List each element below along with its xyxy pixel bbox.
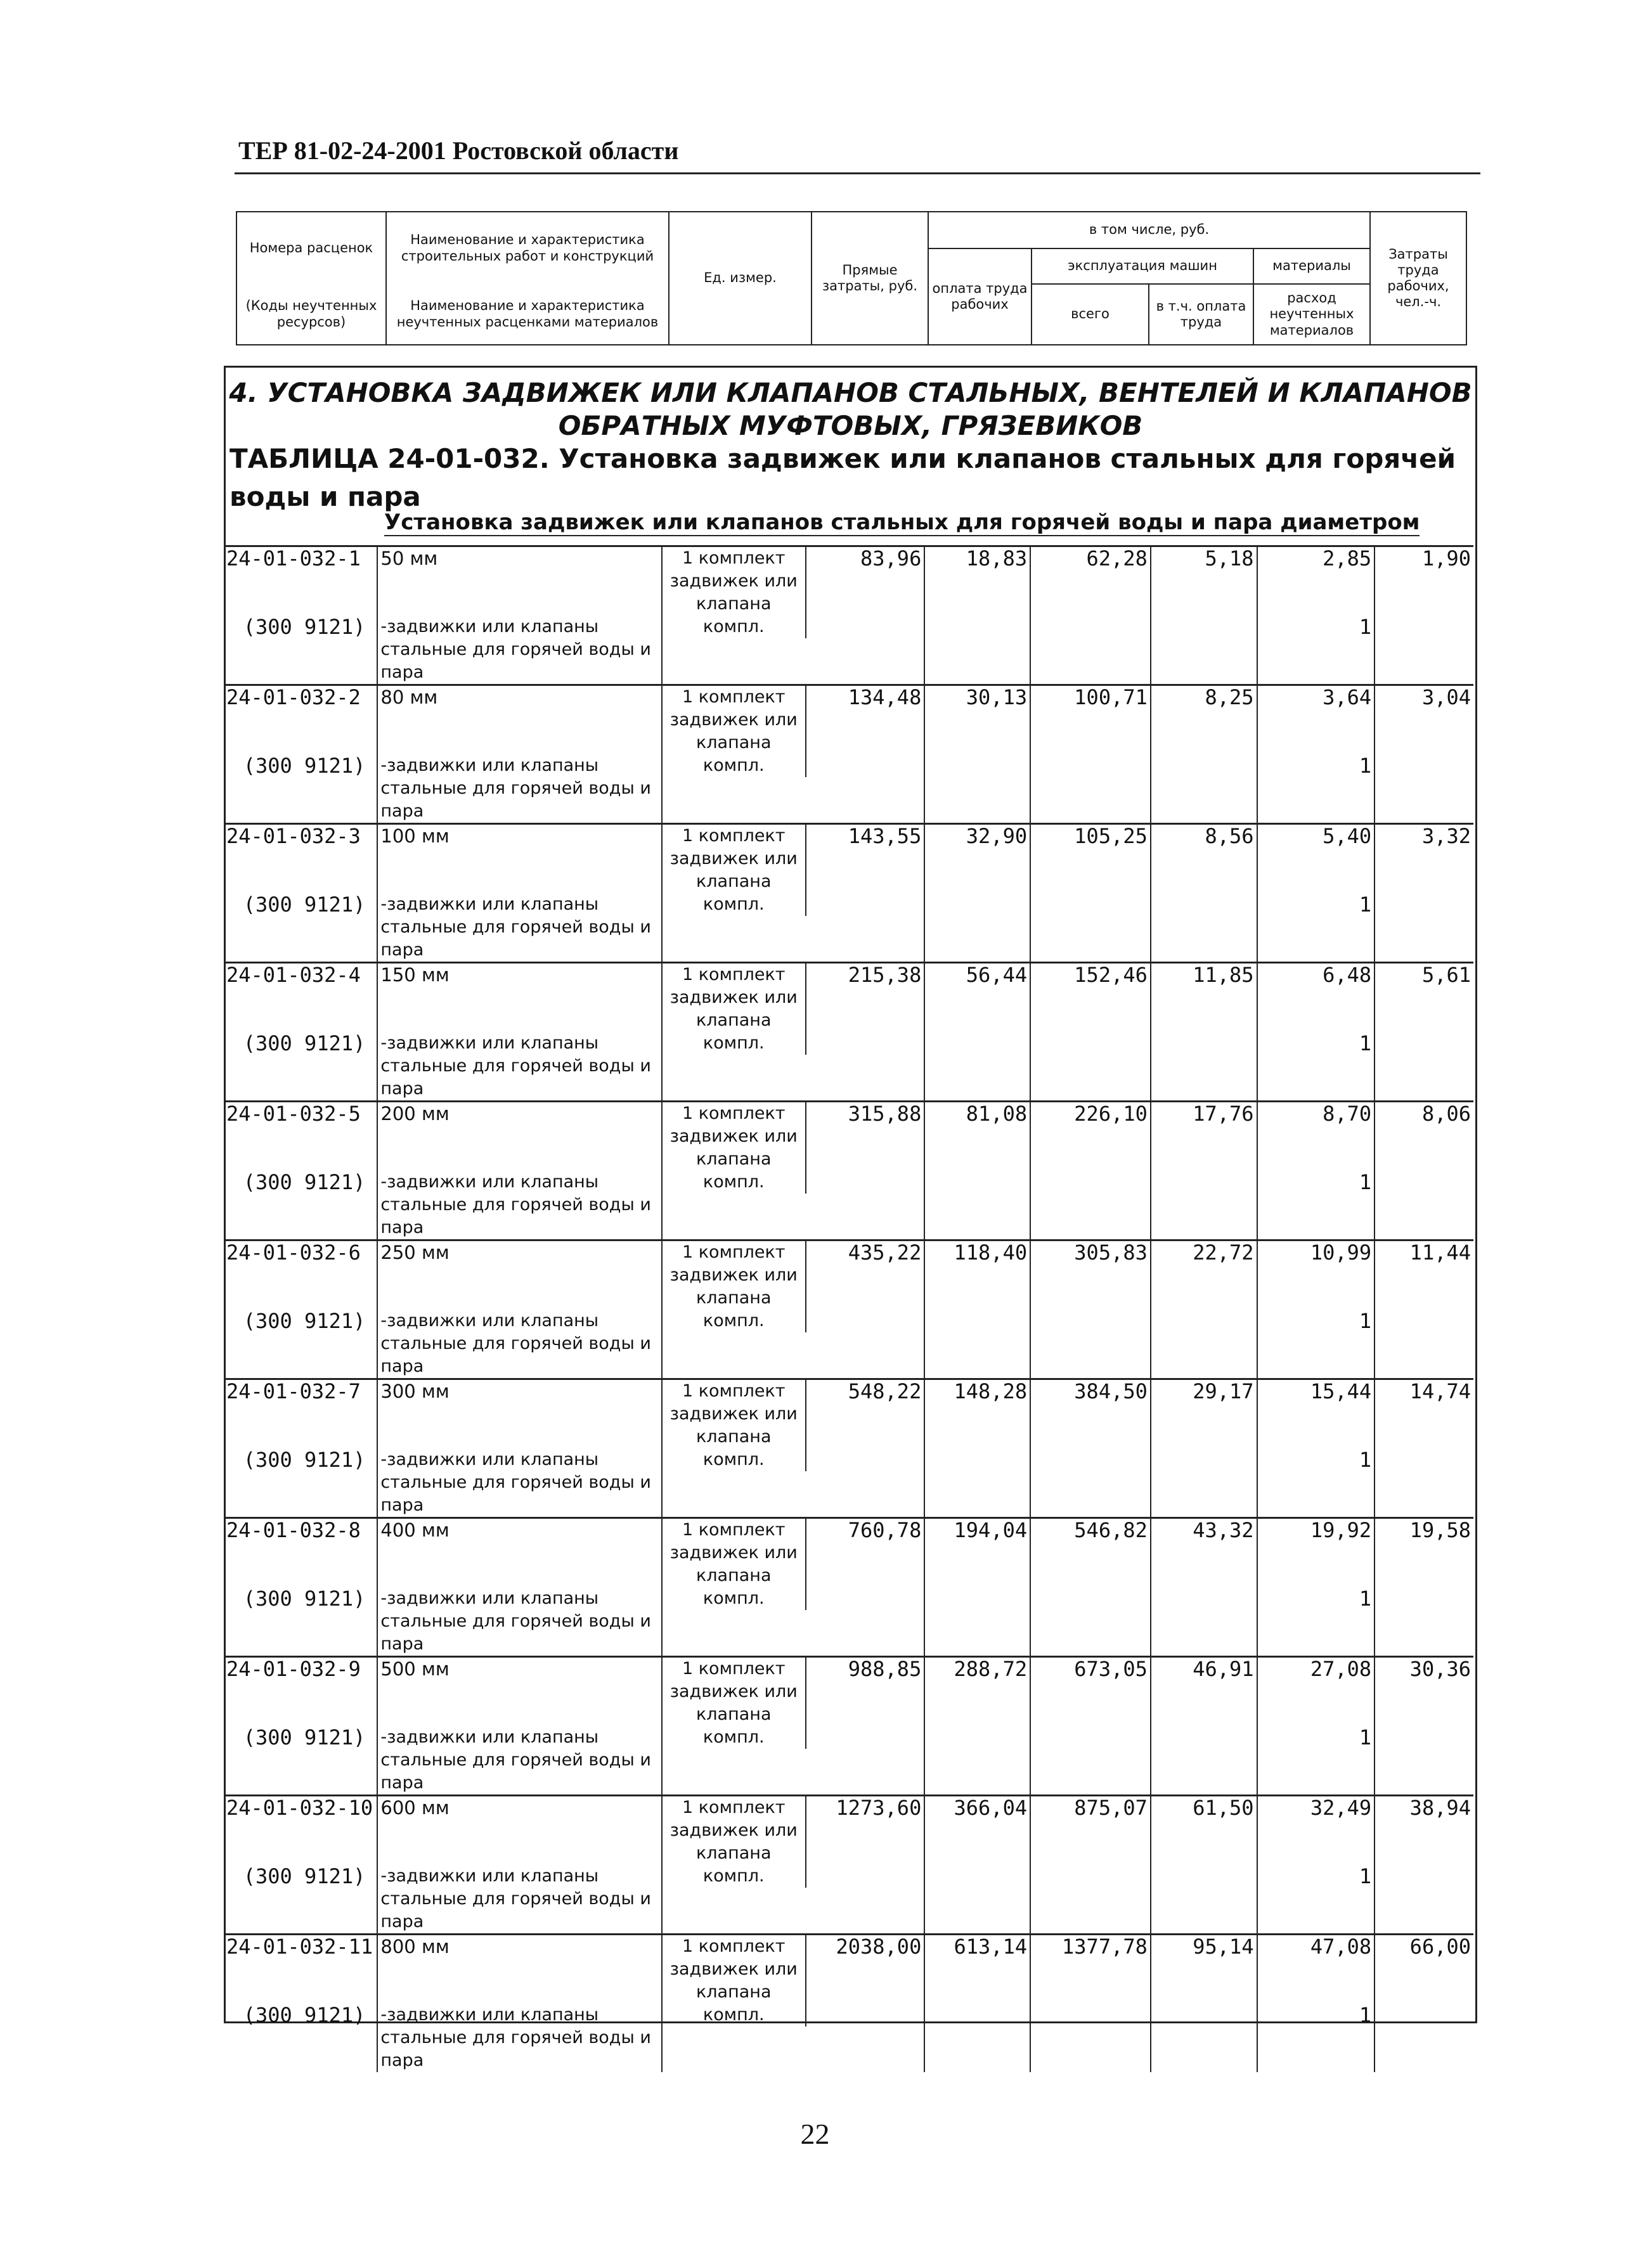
resource-quantity: 1 bbox=[1257, 754, 1375, 777]
labor-pay: 30,13 bbox=[924, 685, 1030, 721]
header-work-name: Наименование и характеристика строительных работ и конструкций bbox=[386, 212, 669, 284]
rates-table-frame bbox=[224, 366, 1477, 2070]
machines-labor: 22,72 bbox=[1151, 1240, 1257, 1276]
rate-unit: 1 комплект задвижек или клапана bbox=[662, 824, 806, 894]
labor-costs: 5,61 bbox=[1375, 963, 1473, 998]
rate-row bbox=[224, 1657, 1473, 1692]
rate-code: 24-01-032-4 bbox=[224, 963, 377, 998]
direct-costs: 435,22 bbox=[806, 1240, 925, 1276]
labor-pay: 613,14 bbox=[924, 1935, 1030, 1970]
materials-cost: 27,08 bbox=[1257, 1657, 1375, 1692]
resource-row bbox=[224, 1587, 1473, 1610]
machines-labor: 43,32 bbox=[1151, 1518, 1257, 1554]
machines-total: 105,25 bbox=[1030, 824, 1151, 860]
resource-quantity: 1 bbox=[1257, 1171, 1375, 1194]
rate-unit: 1 комплект задвижек или клапана bbox=[662, 963, 806, 1033]
rate-row bbox=[224, 1102, 1473, 1137]
labor-pay: 148,28 bbox=[924, 1379, 1030, 1415]
labor-pay: 32,90 bbox=[924, 824, 1030, 860]
machines-labor: 46,91 bbox=[1151, 1657, 1257, 1692]
resource-unit: компл. bbox=[662, 615, 806, 685]
labor-pay: 288,72 bbox=[924, 1657, 1030, 1692]
rate-unit: 1 комплект задвижек или клапана bbox=[662, 1518, 806, 1588]
resource-name: -задвижки или клапаны стальные для горячей воды и пара bbox=[377, 1032, 662, 1102]
labor-costs: 38,94 bbox=[1375, 1796, 1473, 1831]
resource-quantity: 1 bbox=[1257, 1726, 1375, 1749]
labor-costs: 14,74 bbox=[1375, 1379, 1473, 1415]
resource-row bbox=[224, 2004, 1473, 2026]
resource-code: (300 9121) bbox=[243, 2003, 366, 2027]
header-including: в том числе, руб. bbox=[928, 212, 1370, 248]
rate-name: 300 мм bbox=[377, 1379, 662, 1415]
rate-code: 24-01-032-3 bbox=[224, 824, 377, 860]
resource-unit: компл. bbox=[662, 1865, 806, 1935]
page-number: 22 bbox=[800, 2118, 830, 2150]
rate-code: 24-01-032-6 bbox=[224, 1240, 377, 1276]
rate-code: 24-01-032-1 bbox=[224, 546, 377, 582]
resource-unit: компл. bbox=[662, 1032, 806, 1102]
resource-code: (300 9121) bbox=[243, 1309, 366, 1333]
resource-row bbox=[224, 1726, 1473, 1749]
rate-unit: 1 комплект задвижек или клапана bbox=[662, 1935, 806, 2004]
resource-code: (300 9121) bbox=[243, 1587, 366, 1611]
resource-unit: компл. bbox=[662, 1726, 806, 1796]
document-title: ТЕР 81-02-24-2001 Ростовской области bbox=[238, 136, 679, 165]
rate-row bbox=[224, 546, 1473, 582]
rate-name: 500 мм bbox=[377, 1657, 662, 1692]
machines-total: 673,05 bbox=[1030, 1657, 1151, 1692]
header-materials-consumption: расход неучтенных материалов bbox=[1253, 284, 1370, 345]
machines-labor: 8,25 bbox=[1151, 685, 1257, 721]
resource-code: (300 9121) bbox=[243, 754, 366, 778]
rate-code: 24-01-032-11 bbox=[224, 1935, 377, 1970]
resource-name: -задвижки или клапаны стальные для горячей воды и пара bbox=[377, 1448, 662, 1518]
rate-name: 800 мм bbox=[377, 1935, 662, 1970]
rate-row bbox=[224, 824, 1473, 860]
labor-costs: 66,00 bbox=[1375, 1935, 1473, 1970]
rate-name: 400 мм bbox=[377, 1518, 662, 1554]
resource-name: -задвижки или клапаны стальные для горячей воды и пара bbox=[377, 893, 662, 963]
materials-cost: 19,92 bbox=[1257, 1518, 1375, 1554]
resource-name: -задвижки или клапаны стальные для горячей воды и пара bbox=[377, 1865, 662, 1935]
materials-cost: 32,49 bbox=[1257, 1796, 1375, 1831]
resource-name: -задвижки или клапаны стальные для горячей воды и пара bbox=[377, 754, 662, 824]
labor-costs: 19,58 bbox=[1375, 1518, 1473, 1554]
table-subheader: Установка задвижек или клапанов стальных для горячей воды и пара диаметром bbox=[384, 510, 1420, 535]
section-title: 4. УСТАНОВКА ЗАДВИЖЕК ИЛИ КЛАПАНОВ СТАЛЬНЫХ, ВЕНТЕЛЕЙ И КЛАПАНОВ ОБРАТНЫХ МУФТОВЫХ, ГРЯЗЕВИКОВ bbox=[229, 377, 1472, 441]
resource-row bbox=[224, 1865, 1473, 1888]
resource-unit: компл. bbox=[662, 2004, 806, 2072]
resource-row bbox=[224, 615, 1473, 638]
resource-row bbox=[224, 1310, 1473, 1332]
machines-total: 875,07 bbox=[1030, 1796, 1151, 1831]
machines-labor: 29,17 bbox=[1151, 1379, 1257, 1415]
resource-unit: компл. bbox=[662, 893, 806, 963]
materials-cost: 47,08 bbox=[1257, 1935, 1375, 1970]
machines-labor: 95,14 bbox=[1151, 1935, 1257, 1970]
rate-unit: 1 комплект задвижек или клапана bbox=[662, 1379, 806, 1449]
labor-pay: 81,08 bbox=[924, 1102, 1030, 1137]
labor-costs: 3,04 bbox=[1375, 685, 1473, 721]
machines-labor: 5,18 bbox=[1151, 546, 1257, 582]
machines-labor: 8,56 bbox=[1151, 824, 1257, 860]
resource-quantity: 1 bbox=[1257, 1032, 1375, 1055]
labor-pay: 56,44 bbox=[924, 963, 1030, 998]
resource-unit: компл. bbox=[662, 1171, 806, 1240]
rate-row bbox=[224, 1518, 1473, 1554]
resource-quantity: 1 bbox=[1257, 615, 1375, 638]
resource-name: -задвижки или клапаны стальные для горячей воды и пара bbox=[377, 1310, 662, 1379]
machines-total: 226,10 bbox=[1030, 1102, 1151, 1137]
labor-costs: 30,36 bbox=[1375, 1657, 1473, 1692]
header-resource-codes: (Коды неучтенных ресурсов) bbox=[236, 284, 386, 345]
header-labor-pay: оплата труда рабочих bbox=[928, 248, 1032, 345]
resource-name: -задвижки или клапаны стальные для горячей воды и пара bbox=[377, 1587, 662, 1657]
direct-costs: 143,55 bbox=[806, 824, 925, 860]
header-rate-numbers: Номера расценок bbox=[236, 212, 386, 284]
resource-name: -задвижки или клапаны стальные для горячей воды и пара bbox=[377, 1726, 662, 1796]
machines-labor: 17,76 bbox=[1151, 1102, 1257, 1137]
labor-costs: 8,06 bbox=[1375, 1102, 1473, 1137]
rate-unit: 1 комплект задвижек или клапана bbox=[662, 1240, 806, 1310]
labor-costs: 11,44 bbox=[1375, 1240, 1473, 1276]
rate-code: 24-01-032-9 bbox=[224, 1657, 377, 1692]
resource-code: (300 9121) bbox=[243, 615, 366, 639]
labor-costs: 1,90 bbox=[1375, 546, 1473, 582]
resource-name: -задвижки или клапаны стальные для горячей воды и пара bbox=[377, 1171, 662, 1240]
header-machines-total: всего bbox=[1032, 284, 1149, 345]
direct-costs: 760,78 bbox=[806, 1518, 925, 1554]
direct-costs: 315,88 bbox=[806, 1102, 925, 1137]
column-header-table bbox=[236, 211, 1467, 345]
rate-code: 24-01-032-2 bbox=[224, 685, 377, 721]
materials-cost: 3,64 bbox=[1257, 685, 1375, 721]
labor-pay: 118,40 bbox=[924, 1240, 1030, 1276]
resource-code: (300 9121) bbox=[243, 1031, 366, 1055]
rate-name: 80 мм bbox=[377, 685, 662, 721]
rate-name: 200 мм bbox=[377, 1102, 662, 1137]
resource-row bbox=[224, 754, 1473, 777]
rate-name: 250 мм bbox=[377, 1240, 662, 1276]
resource-row bbox=[224, 1171, 1473, 1194]
direct-costs: 134,48 bbox=[806, 685, 925, 721]
labor-costs: 3,32 bbox=[1375, 824, 1473, 860]
resource-quantity: 1 bbox=[1257, 1310, 1375, 1332]
direct-costs: 2038,00 bbox=[806, 1935, 925, 1970]
materials-cost: 10,99 bbox=[1257, 1240, 1375, 1276]
machines-labor: 11,85 bbox=[1151, 963, 1257, 998]
rate-code: 24-01-032-8 bbox=[224, 1518, 377, 1554]
header-labor-costs: Затраты труда рабочих, чел.-ч. bbox=[1370, 212, 1466, 345]
labor-pay: 18,83 bbox=[924, 546, 1030, 582]
direct-costs: 83,96 bbox=[806, 546, 925, 582]
resource-unit: компл. bbox=[662, 754, 806, 824]
rate-code: 24-01-032-7 bbox=[224, 1379, 377, 1415]
direct-costs: 988,85 bbox=[806, 1657, 925, 1692]
machines-total: 62,28 bbox=[1030, 546, 1151, 582]
rate-code: 24-01-032-5 bbox=[224, 1102, 377, 1137]
rate-name: 50 мм bbox=[377, 546, 662, 582]
resource-unit: компл. bbox=[662, 1310, 806, 1379]
resource-code: (300 9121) bbox=[243, 1725, 366, 1749]
rate-row bbox=[224, 963, 1473, 998]
resource-name: -задвижки или клапаны стальные для горячей воды и пара bbox=[377, 2004, 662, 2072]
machines-total: 384,50 bbox=[1030, 1379, 1151, 1415]
table-title: ТАБЛИЦА 24-01-032. Установка задвижек или клапанов стальных для горячей воды и пара bbox=[230, 443, 1456, 512]
rate-row bbox=[224, 1240, 1473, 1276]
resource-unit: компл. bbox=[662, 1448, 806, 1518]
resource-quantity: 1 bbox=[1257, 893, 1375, 916]
header-machines-labor: в т.ч. оплата труда bbox=[1149, 284, 1253, 345]
resource-code: (300 9121) bbox=[243, 892, 366, 917]
rates-grid bbox=[224, 545, 1473, 2072]
rate-row bbox=[224, 1379, 1473, 1415]
rate-unit: 1 комплект задвижек или клапана bbox=[662, 685, 806, 755]
header-material-name: Наименование и характеристика неучтенных расценками материалов bbox=[386, 284, 669, 345]
resource-name: -задвижки или клапаны стальные для горячей воды и пара bbox=[377, 615, 662, 685]
rate-name: 100 мм bbox=[377, 824, 662, 860]
resource-quantity: 1 bbox=[1257, 1865, 1375, 1888]
labor-pay: 194,04 bbox=[924, 1518, 1030, 1554]
resource-code: (300 9121) bbox=[243, 1448, 366, 1472]
header-machines: эксплуатация машин bbox=[1032, 248, 1253, 284]
header-materials: материалы bbox=[1253, 248, 1370, 284]
direct-costs: 548,22 bbox=[806, 1379, 925, 1415]
resource-code: (300 9121) bbox=[243, 1864, 366, 1888]
labor-pay: 366,04 bbox=[924, 1796, 1030, 1831]
rate-code: 24-01-032-10 bbox=[224, 1796, 377, 1831]
rate-row bbox=[224, 1796, 1473, 1831]
header-direct-costs: Прямые затраты, руб. bbox=[812, 212, 928, 345]
machines-total: 546,82 bbox=[1030, 1518, 1151, 1554]
machines-total: 1377,78 bbox=[1030, 1935, 1151, 1970]
title-divider bbox=[235, 172, 1480, 174]
direct-costs: 215,38 bbox=[806, 963, 925, 998]
direct-costs: 1273,60 bbox=[806, 1796, 925, 1831]
rate-unit: 1 комплект задвижек или клапана bbox=[662, 1796, 806, 1865]
machines-total: 152,46 bbox=[1030, 963, 1151, 998]
resource-quantity: 1 bbox=[1257, 1448, 1375, 1471]
resource-quantity: 1 bbox=[1257, 1587, 1375, 1610]
resource-row bbox=[224, 1032, 1473, 1055]
resource-code: (300 9121) bbox=[243, 1170, 366, 1194]
materials-cost: 15,44 bbox=[1257, 1379, 1375, 1415]
materials-cost: 6,48 bbox=[1257, 963, 1375, 998]
machines-total: 305,83 bbox=[1030, 1240, 1151, 1276]
rate-row bbox=[224, 1935, 1473, 1970]
rate-name: 150 мм bbox=[377, 963, 662, 998]
rate-unit: 1 комплект задвижек или клапана bbox=[662, 546, 806, 616]
resource-unit: компл. bbox=[662, 1587, 806, 1657]
resource-row bbox=[224, 1448, 1473, 1471]
machines-labor: 61,50 bbox=[1151, 1796, 1257, 1831]
rate-row bbox=[224, 685, 1473, 721]
materials-cost: 8,70 bbox=[1257, 1102, 1375, 1137]
header-unit: Ед. измер. bbox=[669, 212, 812, 345]
resource-quantity: 1 bbox=[1257, 2004, 1375, 2026]
resource-row bbox=[224, 893, 1473, 916]
rate-name: 600 мм bbox=[377, 1796, 662, 1831]
rate-unit: 1 комплект задвижек или клапана bbox=[662, 1657, 806, 1727]
rate-unit: 1 комплект задвижек или клапана bbox=[662, 1102, 806, 1171]
materials-cost: 5,40 bbox=[1257, 824, 1375, 860]
materials-cost: 2,85 bbox=[1257, 546, 1375, 582]
machines-total: 100,71 bbox=[1030, 685, 1151, 721]
